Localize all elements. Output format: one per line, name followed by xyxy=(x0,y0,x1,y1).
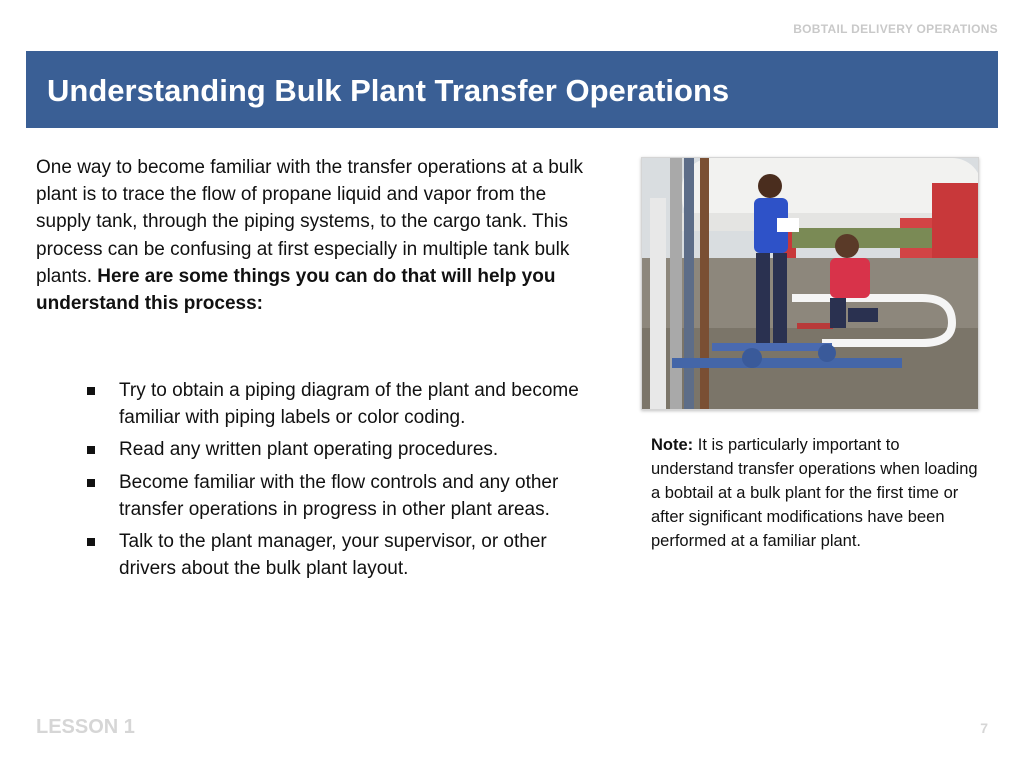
title-bar xyxy=(26,51,998,128)
bullet-square-icon xyxy=(87,538,95,546)
bullet-square-icon xyxy=(87,479,95,487)
bullet-text: Talk to the plant manager, your supervisor, or other drivers about the bulk plant layout. xyxy=(119,531,547,580)
section-label: BOBTAIL DELIVERY OPERATIONS xyxy=(793,22,998,36)
list-item xyxy=(82,377,582,431)
list-item xyxy=(82,469,582,523)
list-item xyxy=(82,436,582,463)
bullet-square-icon xyxy=(87,387,95,395)
list-item xyxy=(82,528,582,582)
page-title: Understanding Bulk Plant Transfer Operations xyxy=(47,73,730,108)
bullet-text: Become familiar with the flow controls and any other transfer operations in progress in other plant areas. xyxy=(119,471,559,520)
bullet-square-icon xyxy=(87,446,95,454)
photo-illustration xyxy=(642,158,979,410)
note-box xyxy=(651,433,981,553)
bullet-list xyxy=(82,377,582,587)
note-label: Note: xyxy=(651,436,694,454)
intro-paragraph xyxy=(36,154,596,317)
note-text: It is particularly important to understand transfer operations when loading a bobtail at a bulk plant for the first time or after significant modifications have been performed at a familiar plant. xyxy=(651,436,978,550)
workers-photo xyxy=(641,157,979,410)
footer-lesson-label: LESSON 1 xyxy=(36,716,135,738)
bullet-text: Read any written plant operating procedures. xyxy=(119,439,499,461)
intro-text: One way to become familiar with the transfer operations at a bulk plant is to trace the flow of propane liquid and vapor from the supply tank, through the piping systems, to the cargo tank. This process can be confusing at first especially in multiple tank bulk plants. xyxy=(36,157,584,287)
page-number: 7 xyxy=(980,720,988,736)
intro-bold-text: Here are some things you can do that will help you understand this process: xyxy=(36,265,556,315)
bullet-text: Try to obtain a piping diagram of the plant and become familiar with piping labels or color coding. xyxy=(119,380,579,429)
